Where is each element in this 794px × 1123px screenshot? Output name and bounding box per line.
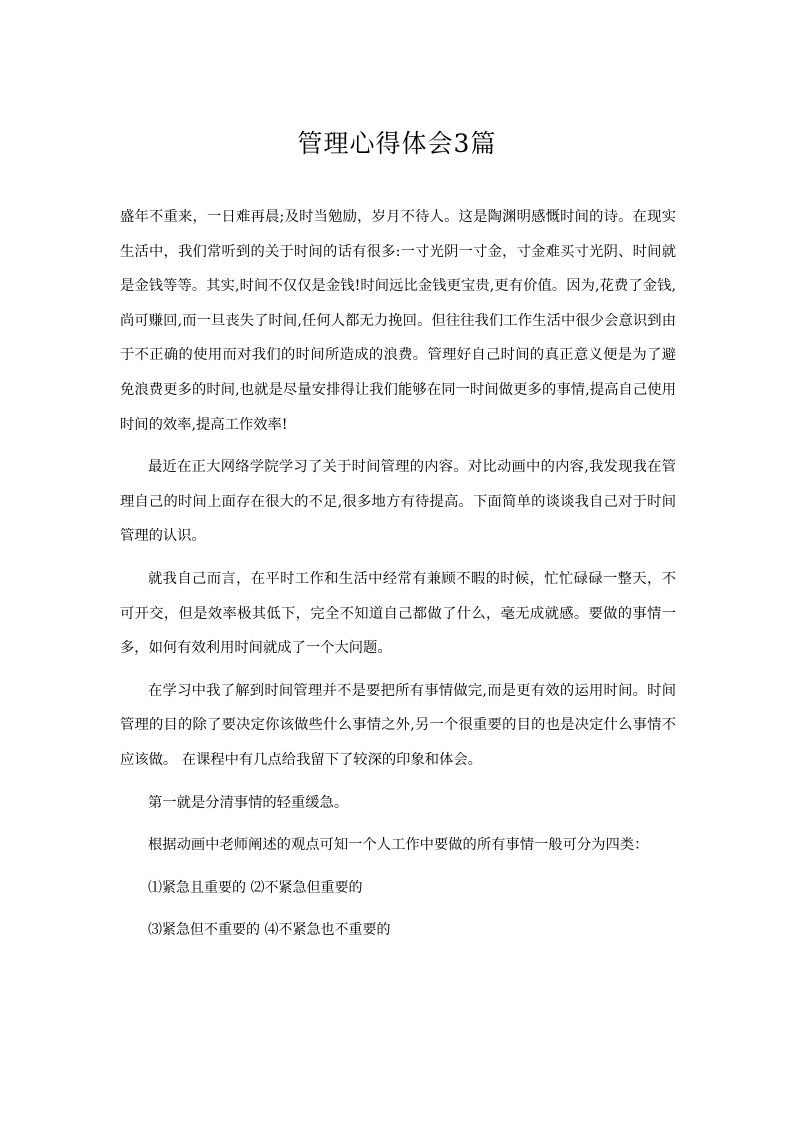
list-item: ⑶紧急但不重要的 ⑷不紧急也不重要的: [148, 922, 391, 939]
paragraph-intro: 盛年不重来，一日难再晨;及时当勉励，岁月不待人。这是陶渊明感慨时间的诗。在现实生活中，我们常听到的关于时间的话有很多:一寸光阴一寸金，寸金难买寸光阴、时间就是金钱等等。其实,时间不仅仅是金钱!时间远比金钱更宝贵,更有价值。因为,花费了金钱,尚可赚回,而一旦丧失了时间,任何人都无力挽回。但往往我们工作生活中很少会意识到由于不正确的使用而对我们的时间所造成的浪费。管理好自己时间的真正意义便是为了避免浪费更多的时间,也就是尽量安排得让我们能够在同一时间做更多的事情,提高自己使用时间的效率,提高工作效率!: [120, 209, 676, 433]
paragraph-course: 最近在正大网络学院学习了关于时间管理的内容。对比动画中的内容,我发现我在管理自己的时间上面存在很大的不足,很多地方有待提高。下面简单的谈谈我自己对于时间管理的认识。: [120, 459, 676, 545]
paragraph-learning: 在学习中我了解到时间管理并不是要把所有事情做完,而是更有效的运用时间。时间管理的目的除了要决定你该做些什么事情之外,另一个很重要的目的也是决定什么事情不应该做。 在课程中有几点给我留下了较深的印象和体会。: [120, 682, 676, 768]
document-body: [120, 200, 676, 948]
paragraph-self: 就我自己而言，在平时工作和生活中经常有兼顾不暇的时候，忙忙碌碌一整天，不可开交，但是效率极其低下，完全不知道自己都做了什么，毫无成就感。要做的事情一多，如何有效利用时间就成了一个大问题。: [120, 570, 676, 657]
paragraph-four-categories: 根据动画中老师阐述的观点可知一个人工作中要做的所有事情一般可分为四类：: [148, 837, 649, 854]
paragraph-first-point: 第一就是分清事情的轻重缓急。: [148, 794, 349, 811]
document-title: 管理心得体会3篇: [297, 129, 497, 158]
list-item: ⑴紧急且重要的 ⑵不紧急但重要的: [148, 879, 363, 896]
